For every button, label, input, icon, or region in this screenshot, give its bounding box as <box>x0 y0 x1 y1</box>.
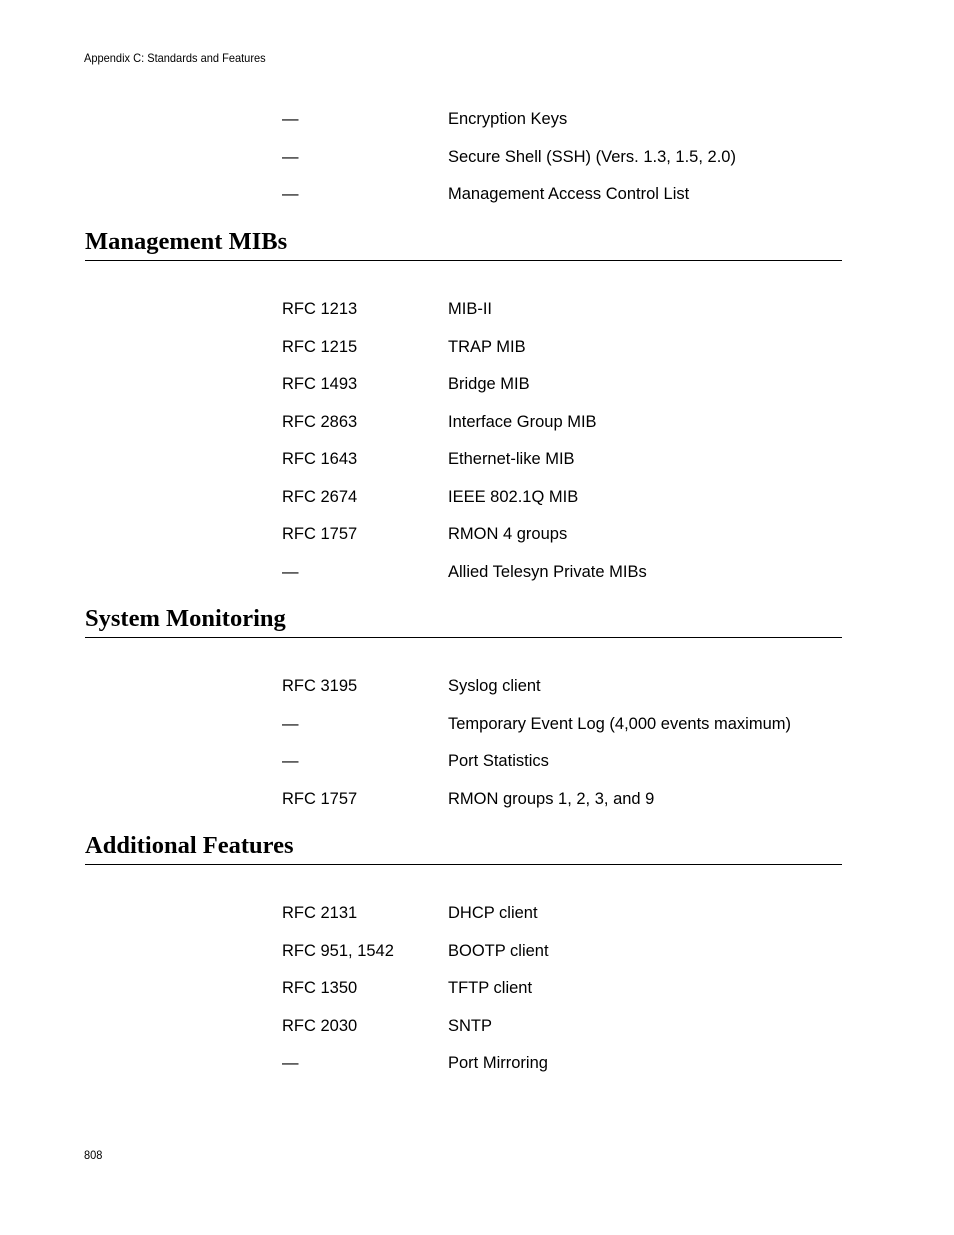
standard-row <box>0 1016 954 1054</box>
section-heading-system-monitoring <box>85 605 842 638</box>
page-number: 808 <box>84 1148 103 1162</box>
standard-row <box>0 1053 954 1091</box>
standard-row <box>0 903 954 941</box>
standard-row <box>0 714 954 752</box>
section-title: Additional Features <box>85 832 294 859</box>
standard-description: SNTP <box>448 1016 493 1035</box>
section-heading-additional-features <box>85 832 842 865</box>
section-heading-management-mibs <box>85 228 842 261</box>
standard-id: RFC 1757 <box>282 789 358 808</box>
standard-description: Allied Telesyn Private MIBs <box>448 562 647 581</box>
standard-row <box>0 978 954 1016</box>
standard-id: — <box>282 110 299 128</box>
standard-description: Bridge MIB <box>448 375 530 393</box>
standard-description: Ethernet-like MIB <box>448 450 575 468</box>
standard-id: RFC 2131 <box>282 904 358 922</box>
standard-row <box>0 412 954 450</box>
standard-id: — <box>282 185 299 203</box>
standard-row <box>0 374 954 412</box>
standard-id: RFC 951, 1542 <box>282 941 394 960</box>
additional-features-list <box>0 903 954 1091</box>
standard-id: RFC 1350 <box>282 979 358 997</box>
standard-row <box>0 751 954 789</box>
standard-description: Port Mirroring <box>448 1054 548 1072</box>
standard-row <box>0 789 954 827</box>
standard-description: TFTP client <box>448 979 533 997</box>
standard-description: Secure Shell (SSH) (Vers. 1.3, 1.5, 2.0) <box>448 147 736 166</box>
standard-id: RFC 1213 <box>282 300 358 318</box>
standard-description: IEEE 802.1Q MIB <box>448 487 579 506</box>
section-title: System Monitoring <box>85 605 286 632</box>
standard-row <box>0 299 954 337</box>
standard-row <box>0 337 954 375</box>
standard-description: Temporary Event Log (4,000 events maximum) <box>448 714 791 733</box>
standard-description: Port Statistics <box>448 752 549 770</box>
standard-id: — <box>282 752 299 770</box>
standard-description: Management Access Control List <box>448 185 690 203</box>
standard-description: RMON groups 1, 2, 3, and 9 <box>448 789 655 808</box>
standard-id: RFC 2030 <box>282 1016 358 1035</box>
section-title: Management MIBs <box>85 228 288 255</box>
standard-description: DHCP client <box>448 904 538 922</box>
standard-id: RFC 2674 <box>282 487 358 506</box>
standard-row <box>0 676 954 714</box>
standard-row <box>0 109 954 147</box>
standard-id: RFC 2863 <box>282 412 358 431</box>
standard-row <box>0 941 954 979</box>
standard-description: MIB-II <box>448 300 492 318</box>
standard-description: RMON 4 groups <box>448 525 568 543</box>
standard-description: BOOTP client <box>448 941 549 960</box>
standard-description: Syslog client <box>448 677 541 695</box>
standard-id: RFC 3195 <box>282 677 358 695</box>
standard-id: — <box>282 562 299 581</box>
standard-id: — <box>282 714 299 733</box>
standard-id: RFC 1215 <box>282 337 358 356</box>
standard-row <box>0 524 954 562</box>
standard-id: — <box>282 1054 299 1072</box>
standard-row <box>0 449 954 487</box>
standard-row <box>0 487 954 525</box>
standard-description: Interface Group MIB <box>448 412 597 431</box>
standard-row <box>0 184 954 222</box>
management-mibs-list <box>0 299 954 599</box>
standard-id: — <box>282 147 299 166</box>
running-header: Appendix C: Standards and Features <box>84 51 266 65</box>
standard-description: TRAP MIB <box>448 337 526 356</box>
standard-row <box>0 562 954 600</box>
standard-row <box>0 147 954 185</box>
standard-id: RFC 1493 <box>282 375 358 393</box>
system-monitoring-list <box>0 676 954 826</box>
standard-id: RFC 1643 <box>282 450 358 468</box>
standard-id: RFC 1757 <box>282 525 358 543</box>
standard-description: Encryption Keys <box>448 110 568 128</box>
intro-standards-list <box>0 109 954 222</box>
